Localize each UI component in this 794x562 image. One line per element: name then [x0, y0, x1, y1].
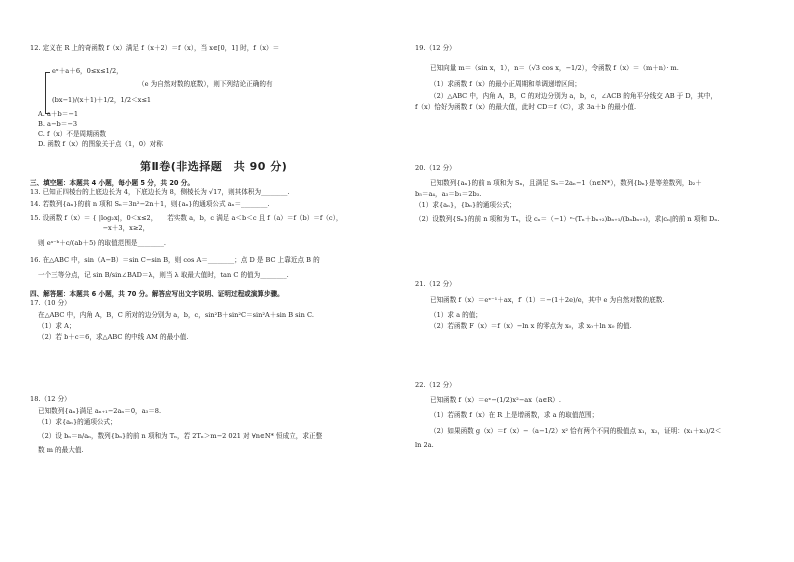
- q22-header: 22.（12 分）: [415, 381, 456, 389]
- q12-piece1: eˣ＋a＋6，0≤x≤1/2，: [52, 67, 123, 75]
- q19-part2: （2）△ABC 中，内角 A，B，C 的对边分别为 a，b，c，∠ACB 的角平分线交 AB 于 D，其中，: [430, 92, 718, 100]
- q20-part2: （2）设数列{Sₙ}的前 n 项和为 Tₙ，设 cₙ＝（−1）ⁿ·(Tₙ＋bₙ₊₂)bₙ₊₁/(bₙbₙ₊₁)，求|cₙ|的前 n 项和 Dₙ.: [415, 215, 720, 223]
- q12-option-c: C. f（x）不是周期函数: [38, 130, 106, 138]
- q18-part1: （1）求{aₙ}的通项公式；: [38, 418, 117, 426]
- q18-stem: 已知数列{aₙ}满足 aₙ₊₁−2aₙ＝0，a₃＝8.: [38, 407, 162, 415]
- q14: 14. 若数列{aₙ}的前 n 项和 Sₙ＝3n²−2n＋1，则{aₙ}的通项公式 aₙ＝________.: [30, 200, 270, 208]
- q16-line2: 一个三等分点，记 sin B/sin∠BAD＝λ，则当 λ 取最大值时，tan C 的值为________.: [38, 271, 289, 279]
- part2-title: 第Ⅱ卷(非选择题 共 90 分): [140, 160, 288, 173]
- q19-part2-cont: f（x）恰好为函数 f（x）的最大值，此时 CD＝f（C），求 3a＋b 的最小值.: [415, 103, 637, 111]
- q12-note: （e 为自然对数的底数），则下列结论正确的有: [138, 80, 273, 88]
- q22-part1: （1）若函数 f（x）在 R 上是增函数，求 a 的取值范围；: [430, 411, 599, 419]
- q20-part1: （1）求{aₙ}，{bₙ}的通项公式；: [415, 201, 516, 209]
- q20-header: 20.（12 分）: [415, 164, 456, 172]
- q13: 13. 已知正四棱台的上底边长为 4，下底边长为 8，侧棱长为 √17，则其体积为________.: [30, 188, 290, 196]
- q20-stem: 已知数列{aₙ}的前 n 项和为 Sₙ，且满足 Sₙ＝2aₙ−1（n∈N*），数列{bₙ}是等差数列，b₂＋: [430, 179, 702, 187]
- q12-stem: 12. 定义在 R 上的奇函数 f（x）满足 f（x＋2）＝f（x），当 x∈[0，1] 时，f（x）＝: [30, 44, 280, 52]
- q19-header: 19.（12 分）: [415, 44, 456, 52]
- q17-part1: （1）求 A；: [38, 322, 76, 330]
- q18-header: 18.（12 分）: [30, 395, 71, 403]
- q22-part2-cont: ln 2a.: [415, 441, 434, 449]
- q22-stem: 已知函数 f（x）＝eˣ−(1/2)x²−ax（a∈R）.: [430, 396, 561, 404]
- q17-stem: 在△ABC 中，内角 A，B，C 所对的边分别为 a，b，c，sin²B＋sin²C＝sin²A＋sin B sin C.: [38, 311, 314, 319]
- q15-line1: 15. 设函数 f（x）＝ { |log₂x|，0＜x≤2， 若实数 a，b，c 满足 a＜b＜c 且 f（a）＝f（b）＝f（c），: [30, 214, 343, 222]
- q19-part1: （1）求函数 f（x）的最小正周期和单调递增区间；: [430, 80, 581, 88]
- q12-option-d: D. 函数 f（x）的图象关于点（1，0）对称: [38, 140, 163, 148]
- q18-part2-cont: 数 m 的最大值.: [38, 446, 84, 454]
- q17-part2: （2）若 b＋c＝6，求△ABC 的中线 AM 的最小值.: [38, 333, 189, 341]
- q21-part1: （1）求 a 的值；: [430, 311, 482, 319]
- q12-option-b: B. a−b＝−3: [38, 120, 78, 128]
- q12-piece2: (bx−1)/(x＋1)＋1/2，1/2＜x≤1: [52, 96, 152, 104]
- q15-line2: −x＋3，x≥2，: [30, 224, 150, 232]
- q19-stem: 已知向量 m＝（sin x，1），n＝（√3 cos x，−1/2），令函数 f（x）＝（m＋n）· m.: [430, 64, 679, 72]
- q21-header: 21.（12 分）: [415, 280, 456, 288]
- section3-heading: 三、填空题：本题共 4 小题，每小题 5 分，共 20 分。: [30, 179, 194, 187]
- q22-part2: （2）如果函数 g（x）＝f（x）−（a−1/2）x² 恰有两个不同的极值点 x₁，x₂，证明：(x₁＋x₂)/2＜: [430, 427, 722, 435]
- q16-line1: 16. 在△ABC 中，sin（A−B）＝sin C−sin B，则 cos A＝________；点 D 是 BC 上靠近点 B 的: [30, 256, 320, 264]
- q17-header: 17.（10 分）: [30, 299, 71, 307]
- q15-line3: 则 eᵃ⁻ᵇ＋c/(ab＋5) 的取值范围是________.: [38, 239, 166, 247]
- q18-part2: （2）设 bₙ＝n/aₙ，数列{bₙ}的前 n 项和为 Tₙ，若 2Tₙ＞m−2 021 对 ∀n∈N* 恒成立，求正整: [38, 432, 323, 440]
- section4-heading: 四、解答题：本题共 6 小题，共 70 分。解答应写出文字说明、证明过程或演算步骤。: [30, 290, 284, 298]
- q12-brace: [45, 72, 50, 114]
- q21-part2: （2）若函数 F（x）＝f（x）−ln x 的零点为 x₀，求 x₀＋ln x₀ 的值.: [430, 322, 632, 330]
- q12-option-a: A. a＋b＝−1: [38, 110, 79, 118]
- q21-stem: 已知函数 f（x）＝eˣ⁻¹＋ax，f′（1）＝−(1＋2e)/e，其中 e 为自然对数的底数.: [430, 296, 665, 304]
- q20-stem-cont: b₅＝a₄，a₃＝b₁＝2b₃.: [415, 190, 482, 198]
